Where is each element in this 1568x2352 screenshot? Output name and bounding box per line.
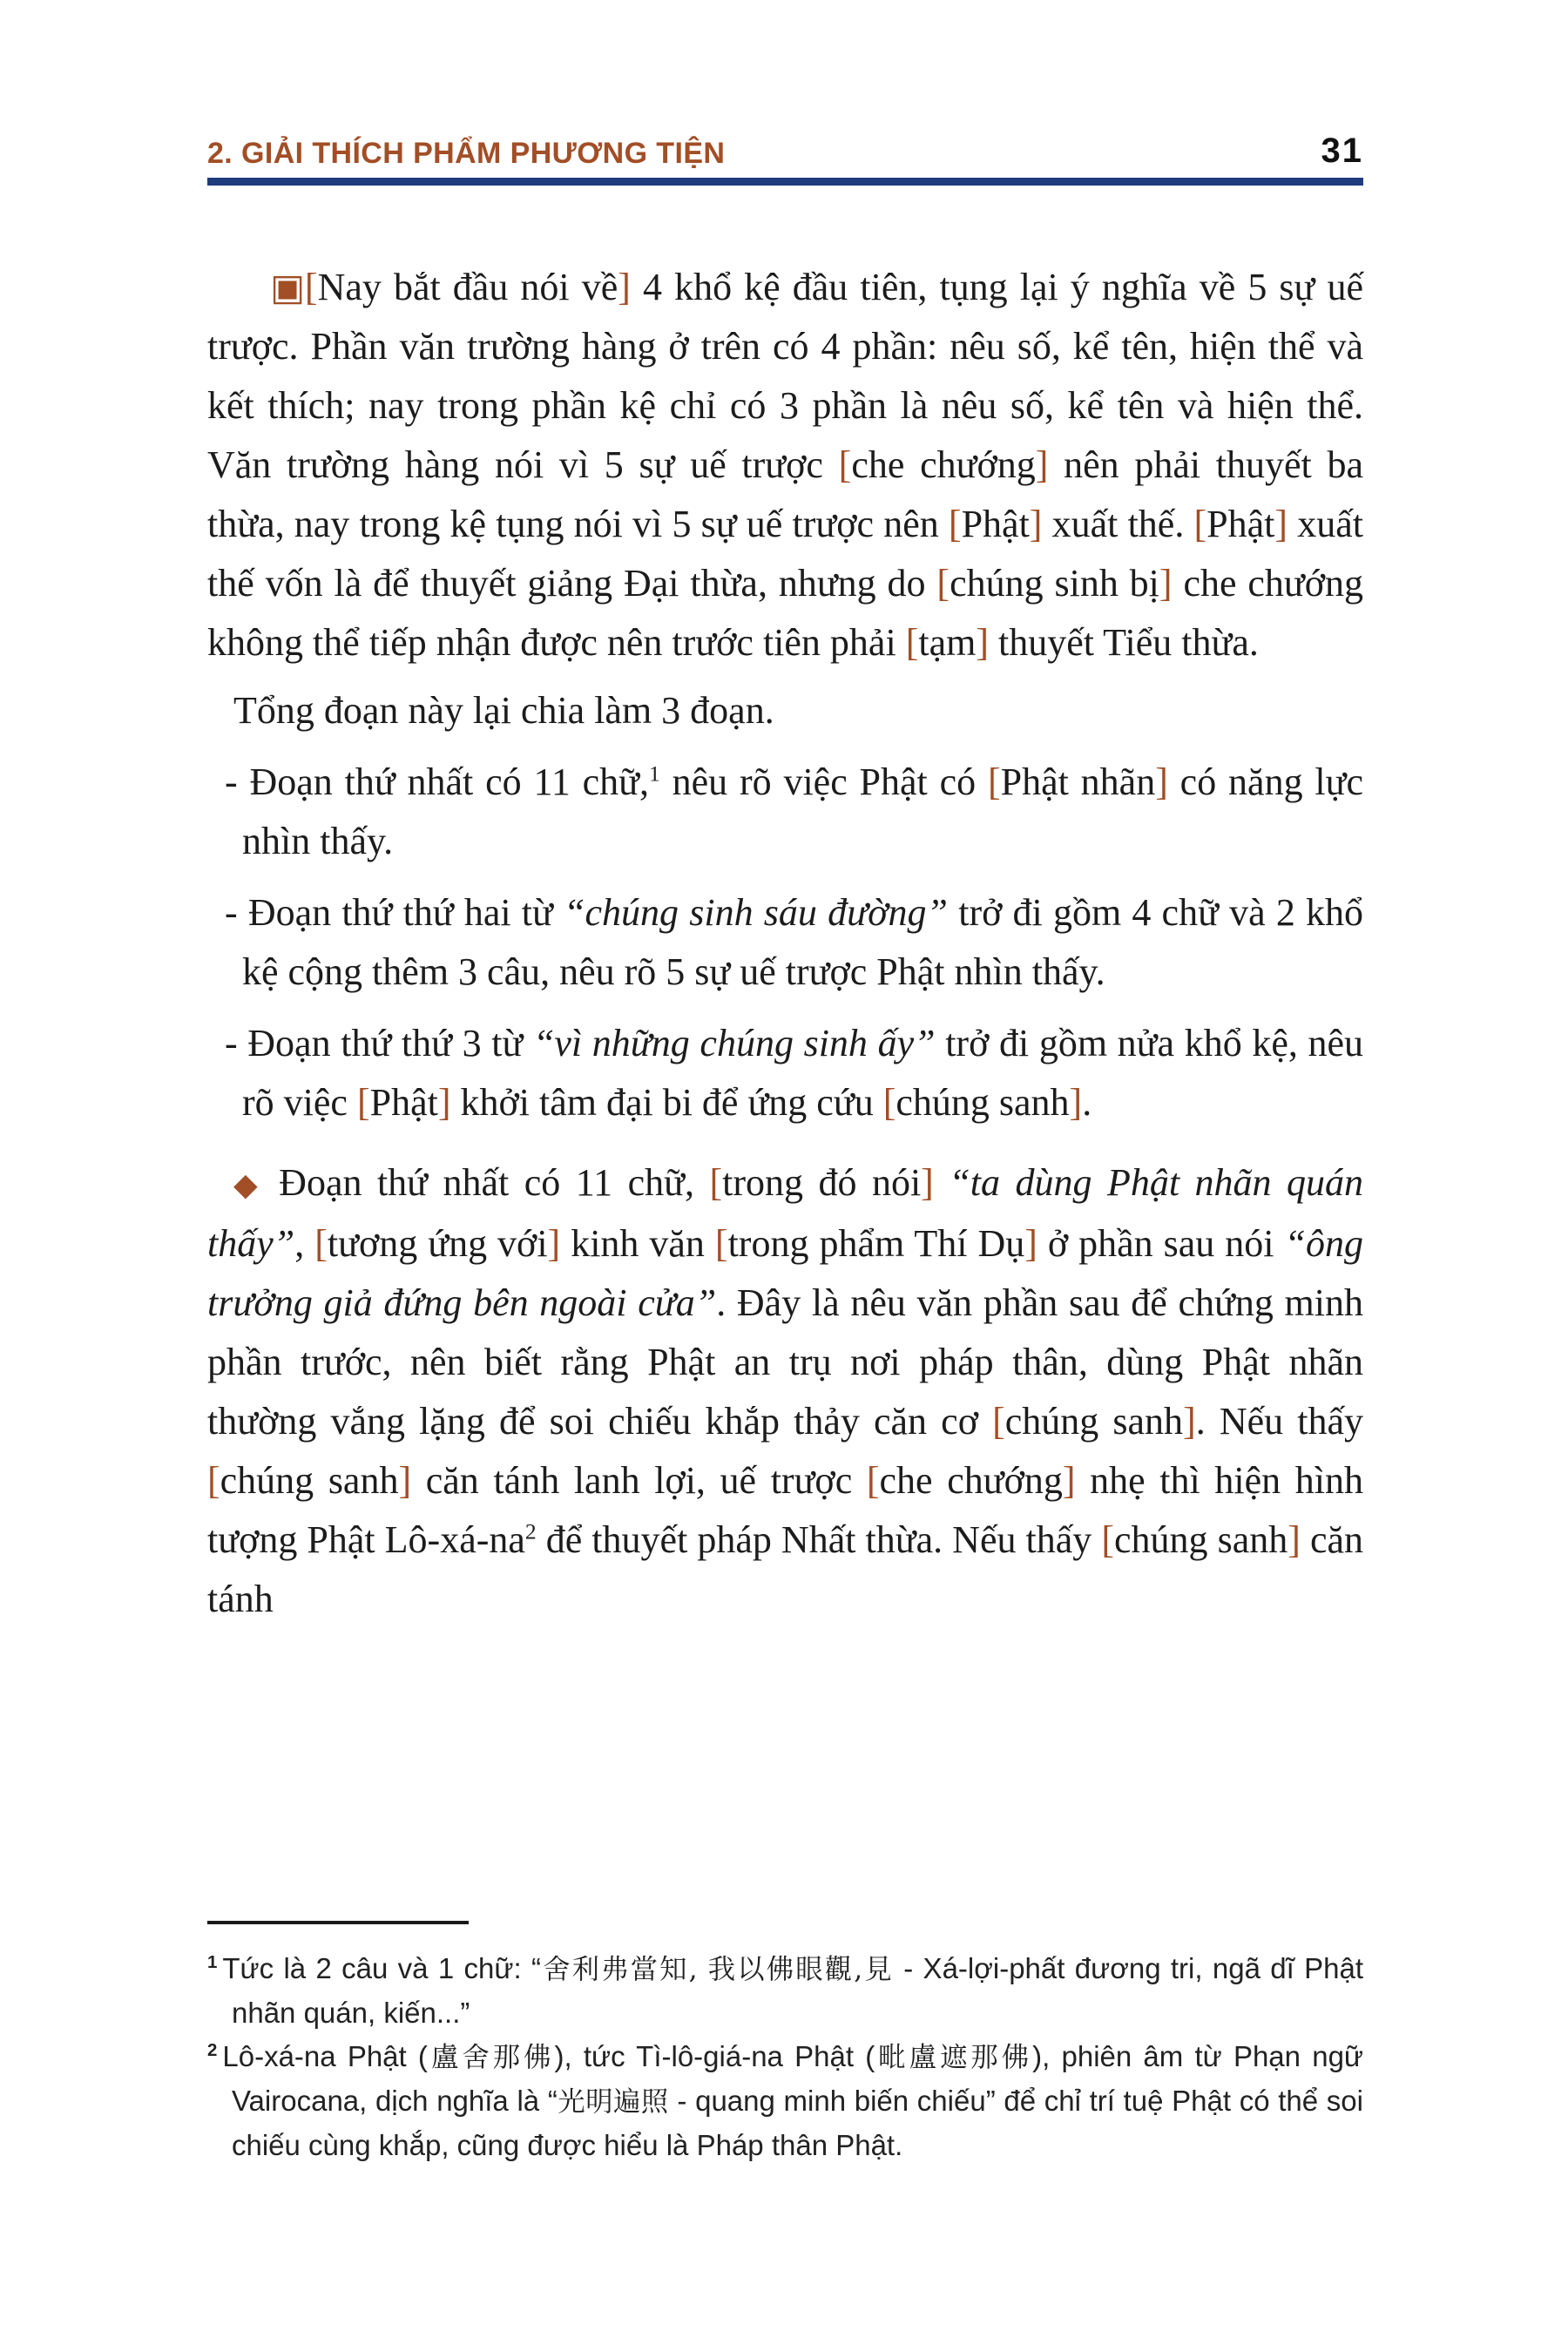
text-run: kinh văn	[560, 1222, 715, 1265]
paragraph	[207, 681, 1363, 740]
footnote-list	[207, 1947, 1363, 2167]
diamond-bullet-icon: ◆	[233, 1166, 280, 1203]
text-run: [	[987, 760, 1001, 803]
text-run: ]	[921, 1161, 934, 1204]
text-run: trong phẩm Thí Dụ	[727, 1222, 1025, 1265]
text-run: trong đó nói	[722, 1161, 922, 1204]
text-run: . Đây là nêu văn phần sau để chứng minh phần trước, nên biết rằng Phật an trụ nơi pháp thân, dùng Phật nhãn thường vắng lặng để soi chiếu khắp thảy căn cơ	[207, 1281, 1364, 1443]
text-run: “ông trưởng giả đứng bên ngoài cửa”	[207, 1222, 1363, 1324]
text-run: 舍利弗當知, 我以佛眼觀,見	[540, 1954, 894, 1985]
text-run: [	[882, 1081, 896, 1124]
text-run: [	[838, 443, 852, 486]
text-run: [	[207, 1459, 220, 1502]
text-run: khởi tâm đại bi để ứng cứu	[450, 1081, 883, 1124]
text-run: [	[948, 503, 962, 545]
list-item	[207, 883, 1363, 1002]
page-number: 31	[1321, 132, 1363, 170]
text-run: [	[709, 1161, 723, 1204]
text-run: nhẹ thì hiện hình tượng Phật Lô-xá-na	[207, 1459, 1363, 1561]
text-run: Đoạn thứ nhất có 11 chữ,	[249, 760, 650, 803]
text-run: ]	[1183, 1400, 1196, 1443]
text-run: ]	[1029, 503, 1043, 545]
text-run: xuất thế.	[1042, 503, 1194, 545]
text-run: ]	[1288, 1518, 1301, 1561]
text-run: Lô-xá-na Phật (	[222, 2040, 428, 2072]
list-item	[207, 753, 1363, 871]
text-run: căn tánh lanh lợi, uế trược	[411, 1459, 867, 1502]
text-run: Phật nhãn	[1000, 760, 1156, 803]
footnote-number: 1	[207, 1952, 218, 1972]
text-run: Nay bắt đầu nói về	[317, 266, 618, 308]
text-run: ]	[547, 1222, 561, 1265]
text-run: [	[866, 1459, 880, 1502]
text-run: ,	[294, 1222, 315, 1265]
footnote-reference: 2	[524, 1518, 537, 1544]
text-run: có năng lực nhìn thấy.	[242, 760, 1363, 862]
text-run: ]	[1062, 1459, 1076, 1502]
text-run: Tức là 2 câu và 1 chữ: “	[222, 1952, 541, 1984]
text-run: [	[714, 1222, 728, 1265]
text-run: tương ứng với	[327, 1222, 548, 1265]
text-run: chúng sinh bị	[950, 562, 1159, 605]
header-rule	[207, 178, 1363, 186]
text-run: che chướng	[851, 443, 1036, 486]
text-run: [	[1101, 1518, 1114, 1561]
text-run: trở đi gồm nửa khổ kệ, nêu rõ việc	[242, 1022, 1364, 1124]
text-run: ]	[398, 1459, 412, 1502]
text-run: chúng sanh	[1114, 1518, 1288, 1561]
chapter-title: 2. GIẢI THÍCH PHẨM PHƯƠNG TIỆN	[207, 137, 726, 170]
text-run: xuất thế vốn là để thuyết giảng Đại thừa, nhưng do	[207, 503, 1363, 605]
text-run: che chướng không thể tiếp nhận được nên trước tiên phải	[207, 562, 1364, 664]
text-run: . Nếu thấy	[1195, 1400, 1364, 1443]
text-run: Phật	[369, 1081, 438, 1124]
text-run: ]	[1274, 503, 1288, 545]
text-run: ]	[618, 266, 631, 308]
text-run: nên phải thuyết ba thừa, nay trong kệ tụng nói vì 5 sự uế trược nên	[207, 443, 1364, 545]
text-run: ]	[1024, 1222, 1037, 1265]
footnote-separator	[207, 1921, 469, 1924]
text-run: .	[1082, 1081, 1092, 1124]
text-run: tạm	[918, 621, 977, 664]
list-dash-marker: -	[225, 891, 248, 934]
text-run: 盧舍那佛	[427, 2042, 555, 2073]
text-run: ở phần sau nói	[1037, 1222, 1285, 1265]
text-run: ), phiên âm từ Phạn ngữ Vairocana, dịch nghĩa là “	[232, 2040, 1364, 2117]
text-run: “ta dùng Phật nhãn quán thấy”	[207, 1161, 1364, 1265]
text-run: Đoạn thứ nhất có 11 chữ,	[279, 1161, 710, 1204]
text-run: Tổng đoạn này lại chia làm 3 đoạn.	[233, 689, 774, 732]
text-run: 光明遍照	[557, 2086, 669, 2118]
text-run: - quang minh biến chiếu” để chỉ trí tuệ Phật có thể soi chiếu cùng khắp, cũng được hiểu là Pháp thân Phật.	[232, 2085, 1363, 2161]
text-run: ]	[437, 1081, 451, 1124]
page-header	[207, 129, 1363, 186]
text-run: [	[314, 1222, 328, 1265]
text-run: nêu rõ việc Phật có	[659, 760, 988, 803]
paragraph	[207, 1153, 1363, 1629]
text-run: Đoạn thứ thứ hai từ	[247, 891, 564, 934]
text-run: [	[992, 1400, 1005, 1443]
paragraph	[207, 258, 1363, 672]
footnote-number: 2	[207, 2040, 218, 2060]
text-run: ]	[976, 621, 989, 664]
text-run: chúng sanh	[896, 1081, 1070, 1124]
text-run: Phật	[1206, 503, 1275, 545]
footnote	[207, 2035, 1363, 2167]
book-page	[207, 129, 1364, 2161]
text-run: [	[905, 621, 919, 664]
text-run: thuyết Tiểu thừa.	[989, 621, 1259, 664]
text-run: ]	[1155, 760, 1168, 803]
paragraph-container	[207, 258, 1363, 1629]
text-run: - Xá-lợi-phất đương tri, ngã dĩ Phật nhãn quán, kiến...”	[232, 1952, 1363, 2029]
text-run: 4 khổ kệ đầu tiên, tụng lại ý nghĩa về 5 sự uế trược. Phần văn trường hàng ở trên có 4 phần: nêu số, kể tên, hiện thể và kết thích; nay trong phần kệ chỉ có 3 phần là nêu số, kể tên và hiện thể. Văn trường hàng nói vì 5 sự uế trược	[207, 266, 1364, 486]
text-run: trở đi gồm 4 chữ và 2 khổ kệ cộng thêm 3 câu, nêu rõ 5 sự uế trược Phật nhìn thấy.	[242, 891, 1364, 993]
list-dash-marker: -	[225, 1022, 248, 1064]
text-run: [	[304, 266, 318, 308]
text-run: [	[936, 562, 950, 605]
text-run: “vì những chúng sinh ấy”	[532, 1022, 936, 1064]
list-item	[207, 1014, 1363, 1132]
text-run: [	[1193, 503, 1207, 545]
body-text	[207, 258, 1363, 1629]
footnote-reference: 1	[649, 760, 660, 787]
text-run: ), tức Tì-lô-giá-na Phật (	[554, 2040, 875, 2072]
text-run: căn tánh	[207, 1518, 1364, 1620]
text-run: chúng sanh	[1004, 1400, 1184, 1443]
text-run: che chướng	[879, 1459, 1063, 1502]
text-run	[934, 1161, 949, 1204]
text-run: [	[356, 1081, 370, 1124]
running-head	[207, 129, 1363, 171]
text-run: ]	[1159, 562, 1173, 605]
text-run: Phật	[961, 503, 1030, 545]
footnote	[207, 1947, 1363, 2035]
text-run: Đoạn thứ thứ 3 từ	[247, 1022, 533, 1064]
text-run: ]	[1069, 1081, 1083, 1124]
text-run: ]	[1035, 443, 1049, 486]
square-bullet-icon: ▣	[270, 266, 305, 308]
text-run: để thuyết pháp Nhất thừa. Nếu thấy	[536, 1518, 1102, 1561]
text-run: 毗盧遮那佛	[875, 2042, 1033, 2073]
text-run: “chúng sinh sáu đường”	[564, 891, 949, 934]
list-dash-marker: -	[225, 760, 250, 803]
text-run: chúng sanh	[220, 1459, 399, 1502]
footnotes-section	[207, 1921, 1363, 2167]
